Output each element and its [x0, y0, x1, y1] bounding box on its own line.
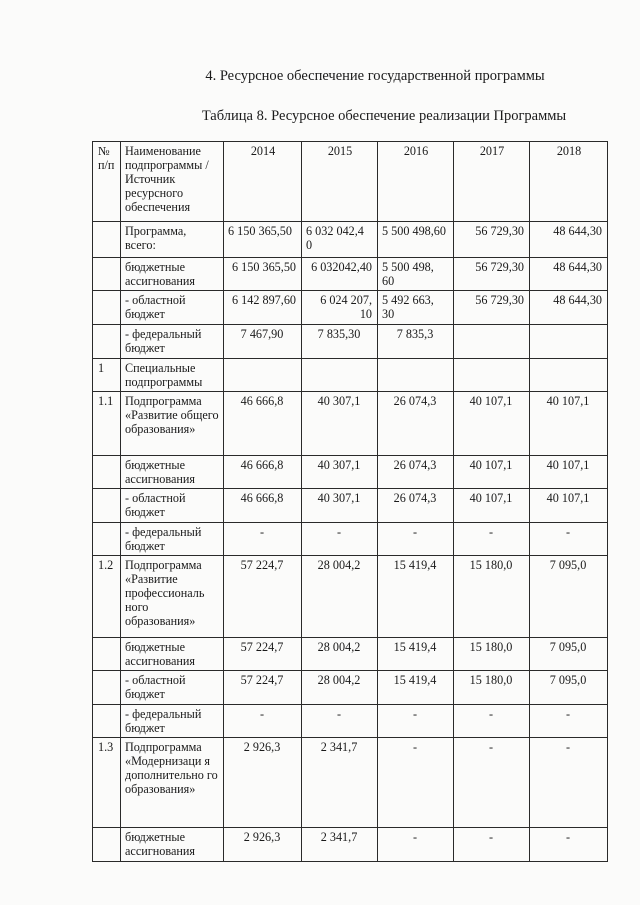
- value-cell: 46 666,8: [224, 392, 302, 456]
- row-name: - областной бюджет: [121, 489, 224, 523]
- value-cell: [530, 325, 608, 359]
- value-cell: [530, 359, 608, 392]
- value-cell: 57 224,7: [224, 556, 302, 638]
- section-title: 4. Ресурсное обеспечение государственной программы: [205, 68, 545, 84]
- value-cell: 26 074,3: [378, 456, 454, 489]
- value-cell: 40 307,1: [302, 456, 378, 489]
- value-cell: -: [302, 523, 378, 556]
- value-cell: 5 492 663, 30: [378, 291, 454, 325]
- value-cell: 7 095,0: [530, 556, 608, 638]
- row-number: [93, 258, 121, 291]
- value-cell: 5 500 498, 60: [378, 258, 454, 291]
- header-year: 2016: [378, 142, 454, 222]
- value-cell: 7 835,3: [378, 325, 454, 359]
- value-cell: 15 419,4: [378, 638, 454, 671]
- table-row: [93, 523, 608, 556]
- table-row: [93, 556, 608, 638]
- header-name: Наименование подпрограммы / Источник ресурсного обеспечения: [121, 142, 224, 222]
- value-cell: 26 074,3: [378, 489, 454, 523]
- value-cell: 2 341,7: [302, 828, 378, 862]
- value-cell: -: [378, 738, 454, 828]
- value-cell: 2 926,3: [224, 738, 302, 828]
- table-row: [93, 222, 608, 258]
- value-cell: 40 107,1: [530, 392, 608, 456]
- value-cell: -: [454, 828, 530, 862]
- table-row: [93, 489, 608, 523]
- value-cell: 28 004,2: [302, 638, 378, 671]
- value-cell: 28 004,2: [302, 556, 378, 638]
- value-cell: 15 180,0: [454, 671, 530, 705]
- table-row: [93, 325, 608, 359]
- value-cell: 5 500 498,60: [378, 222, 454, 258]
- value-cell: -: [530, 828, 608, 862]
- row-name: - федеральный бюджет: [121, 705, 224, 738]
- row-name: - областной бюджет: [121, 291, 224, 325]
- value-cell: 48 644,30: [530, 258, 608, 291]
- value-cell: 7 095,0: [530, 671, 608, 705]
- row-number: [93, 456, 121, 489]
- value-cell: -: [378, 523, 454, 556]
- value-cell: 40 107,1: [530, 456, 608, 489]
- value-cell: 6 150 365,50: [224, 258, 302, 291]
- value-cell: -: [530, 523, 608, 556]
- table-row: [93, 456, 608, 489]
- value-cell: 40 107,1: [454, 489, 530, 523]
- row-number: 1.3: [93, 738, 121, 828]
- value-cell: 26 074,3: [378, 392, 454, 456]
- value-cell: 56 729,30: [454, 291, 530, 325]
- value-cell: [302, 359, 378, 392]
- header-num: № п/п: [93, 142, 121, 222]
- table-row: [93, 392, 608, 456]
- row-name: бюджетные ассигнования: [121, 258, 224, 291]
- row-number: [93, 671, 121, 705]
- row-name: - областной бюджет: [121, 671, 224, 705]
- row-number: [93, 325, 121, 359]
- row-number: [93, 489, 121, 523]
- value-cell: 15 180,0: [454, 556, 530, 638]
- row-name: - федеральный бюджет: [121, 325, 224, 359]
- header-year: 2015: [302, 142, 378, 222]
- row-number: [93, 291, 121, 325]
- value-cell: -: [454, 705, 530, 738]
- value-cell: -: [530, 738, 608, 828]
- value-cell: 56 729,30: [454, 222, 530, 258]
- table-row: [93, 828, 608, 862]
- value-cell: 56 729,30: [454, 258, 530, 291]
- header-year: 2017: [454, 142, 530, 222]
- row-name: Подпрограмма «Развитие общего образования»: [121, 392, 224, 456]
- row-number: 1.2: [93, 556, 121, 638]
- row-name: бюджетные ассигнования: [121, 828, 224, 862]
- value-cell: 7 467,90: [224, 325, 302, 359]
- value-cell: 40 307,1: [302, 489, 378, 523]
- value-cell: -: [530, 705, 608, 738]
- row-number: [93, 222, 121, 258]
- value-cell: -: [378, 705, 454, 738]
- table-row: [93, 638, 608, 671]
- row-number: 1: [93, 359, 121, 392]
- row-number: [93, 828, 121, 862]
- value-cell: 48 644,30: [530, 291, 608, 325]
- row-number: [93, 705, 121, 738]
- row-name: - федеральный бюджет: [121, 523, 224, 556]
- value-cell: 48 644,30: [530, 222, 608, 258]
- value-cell: 7 095,0: [530, 638, 608, 671]
- table-row: [93, 705, 608, 738]
- value-cell: 40 107,1: [530, 489, 608, 523]
- value-cell: -: [302, 705, 378, 738]
- value-cell: -: [224, 523, 302, 556]
- row-name: бюджетные ассигнования: [121, 456, 224, 489]
- value-cell: 57 224,7: [224, 671, 302, 705]
- value-cell: 57 224,7: [224, 638, 302, 671]
- row-name: Программа, всего:: [121, 222, 224, 258]
- table-row: [93, 291, 608, 325]
- value-cell: 28 004,2: [302, 671, 378, 705]
- resource-table: [92, 141, 608, 862]
- value-cell: 40 107,1: [454, 456, 530, 489]
- value-cell: 6 142 897,60: [224, 291, 302, 325]
- value-cell: 6 024 207, 10: [302, 291, 378, 325]
- value-cell: -: [378, 828, 454, 862]
- value-cell: 2 926,3: [224, 828, 302, 862]
- value-cell: 15 180,0: [454, 638, 530, 671]
- value-cell: 15 419,4: [378, 671, 454, 705]
- table-row: [93, 359, 608, 392]
- value-cell: 6 032042,40: [302, 258, 378, 291]
- row-number: [93, 638, 121, 671]
- value-cell: 15 419,4: [378, 556, 454, 638]
- value-cell: 2 341,7: [302, 738, 378, 828]
- value-cell: [454, 325, 530, 359]
- row-name: Специальные подпрограммы: [121, 359, 224, 392]
- value-cell: 6 032 042,4 0: [302, 222, 378, 258]
- table-row: [93, 258, 608, 291]
- value-cell: -: [454, 738, 530, 828]
- row-name: Подпрограмма «Развитие профессиональ ного образования»: [121, 556, 224, 638]
- value-cell: [224, 359, 302, 392]
- value-cell: [454, 359, 530, 392]
- value-cell: [378, 359, 454, 392]
- value-cell: 7 835,30: [302, 325, 378, 359]
- value-cell: 46 666,8: [224, 489, 302, 523]
- value-cell: 40 107,1: [454, 392, 530, 456]
- header-year: 2018: [530, 142, 608, 222]
- row-name: Подпрограмма «Модернизаци я дополнительно го образования»: [121, 738, 224, 828]
- value-cell: -: [224, 705, 302, 738]
- table-row: [93, 671, 608, 705]
- table-header-row: [93, 142, 608, 222]
- row-number: [93, 523, 121, 556]
- row-number: 1.1: [93, 392, 121, 456]
- table-title: Таблица 8. Ресурсное обеспечение реализации Программы: [201, 108, 567, 124]
- header-year: 2014: [224, 142, 302, 222]
- value-cell: 46 666,8: [224, 456, 302, 489]
- value-cell: 40 307,1: [302, 392, 378, 456]
- value-cell: -: [454, 523, 530, 556]
- row-name: бюджетные ассигнования: [121, 638, 224, 671]
- value-cell: 6 150 365,50: [224, 222, 302, 258]
- table-row: [93, 738, 608, 828]
